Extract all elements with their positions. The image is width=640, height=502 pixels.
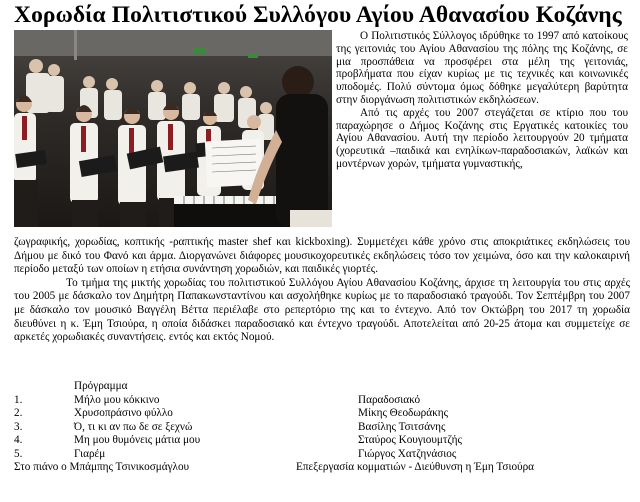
intro-paragraph-1: Ο Πολιτιστικός Σύλλογος ιδρύθηκε το 1997 από κατοίκους της γειτονιάς του Αγίου Αθανασίου της πόλης της Κοζάνης, σε μια προσπάθεια να προσφέρει στα μέλη της γειτονιάς, προβλήματα που είχαν κυρίως με τις τεχνικές και κοινωνικές υποδομές. Πολύ σύντομα όμως δόθηκε μεγαλύτερη βαρύτητα στην διοργάνωση πολιτιστικών εκδηλώσεων. [336, 30, 628, 106]
program-item-number: 5. [14, 447, 23, 460]
program-item-song: Ό, τι κι αν πω δε σε ξεχνώ [74, 420, 193, 433]
program-item-number: 4. [14, 434, 23, 447]
intro-paragraph-2: Από τις αρχές του 2007 στεγάζεται σε κτίριο που του παραχώρησε ο Δήμος Κοζάνης στις Εργατικές κατοικίες του Αγίου Αθανασίου. Αυτή την περίοδο λειτουργούν 20 τμήματα (χορευτικά –παιδικά και ενηλίκων-παραδοσιακών, λαϊκών και μοντέρνων χορών, τμήματα γυμναστικής, [336, 106, 628, 170]
program-item [14, 394, 630, 407]
piano-credit: Στο πιάνο ο Μπάμπης Τσινικοσμάγλου [14, 461, 190, 473]
program-item-composer: Σταύρος Κουγιουμτζής [358, 434, 462, 447]
article-title: Χορωδία Πολιτιστικού Συλλόγου Αγίου Αθανασίου Κοζάνης [14, 2, 622, 28]
body-text [14, 236, 630, 345]
program-item-song: Χρυσοπράσινο φύλλο [74, 407, 173, 420]
program-item-composer: Παραδοσιακό [358, 394, 421, 406]
program-title: Πρόγραμμα [74, 380, 128, 392]
program-item [14, 407, 630, 420]
program-item [14, 434, 630, 447]
choir-photo-image [14, 30, 332, 227]
direction-credit: Επεξεργασία κομματιών - Διεύθυνση η Έμη Τσιούρα [296, 461, 535, 473]
program-item-number: 1. [14, 394, 23, 406]
program-item-composer: Βασίλης Τσιτσάνης [358, 420, 446, 433]
program-item-song: Μη μου θυμόνεις μάτια μου [74, 434, 201, 447]
choir-photo [14, 30, 332, 227]
body-paragraph-2: Το τμήμα της μικτής χορωδίας του πολιτιστικού Συλλόγου Αγίου Αθανασίου Κοζάνης, άρχισε τη λειτουργία του στις αρχές του 2005 με δάσκαλο τον Δημήτρη Παπακωνσταντίνου και ασχολήθηκε κυρίως με το παραδοσιακό τραγούδι. Τον Σεπτέμβρη του 2007 με δάσκαλο τον μουσικό Βαγγέλη Βέττα περιέλαβε στο ρεπερτόριο της και το έντεχνο. Από τον Οκτώβρη του 2017 τη χορωδία διευθύνει η κ. Έμη Τσιούρα, η οποία διδάσκει παραδοσιακό και έντεχνο τραγούδι. Αποτελείται από 20-25 άτομα και συμμετείχε σε αρκετές χορωδιακές συναντήσεις. εντός και εκτός Νομού. [14, 276, 630, 344]
program-item-song: Γιαρέμ [74, 447, 106, 460]
intro-column [336, 30, 628, 171]
program-item [14, 421, 630, 434]
body-paragraph-continuation: ζωγραφικής, χορωδίας, κοπτικής -ραπτικής master shef και kickboxing). Συμμετέχει κάθε χρόνο στις αποκριάτικες εκδηλώσεις του Δήμου με δικό του Φανό και άρμα. Διοργανώνει διάφορες μουσικοχορευτικές εκδηλώσεις τόσο τον χειμώνα, όσο και την καλοκαιρινή περίοδο μεταξύ των οποίων η ετήσια συνάντηση χορωδιών, και παιδικές γιορτές. [14, 236, 630, 276]
program-item-number: 3. [14, 420, 23, 433]
program-item-number: 2. [14, 407, 23, 420]
program-item-composer: Γιώργος Χατζηνάσιος [358, 447, 457, 460]
program-list [14, 394, 630, 461]
program-item-composer: Μίκης Θεοδωράκης [358, 407, 449, 420]
program-item-song: Μήλο μου κόκκινο [74, 394, 160, 406]
program-item [14, 448, 630, 461]
